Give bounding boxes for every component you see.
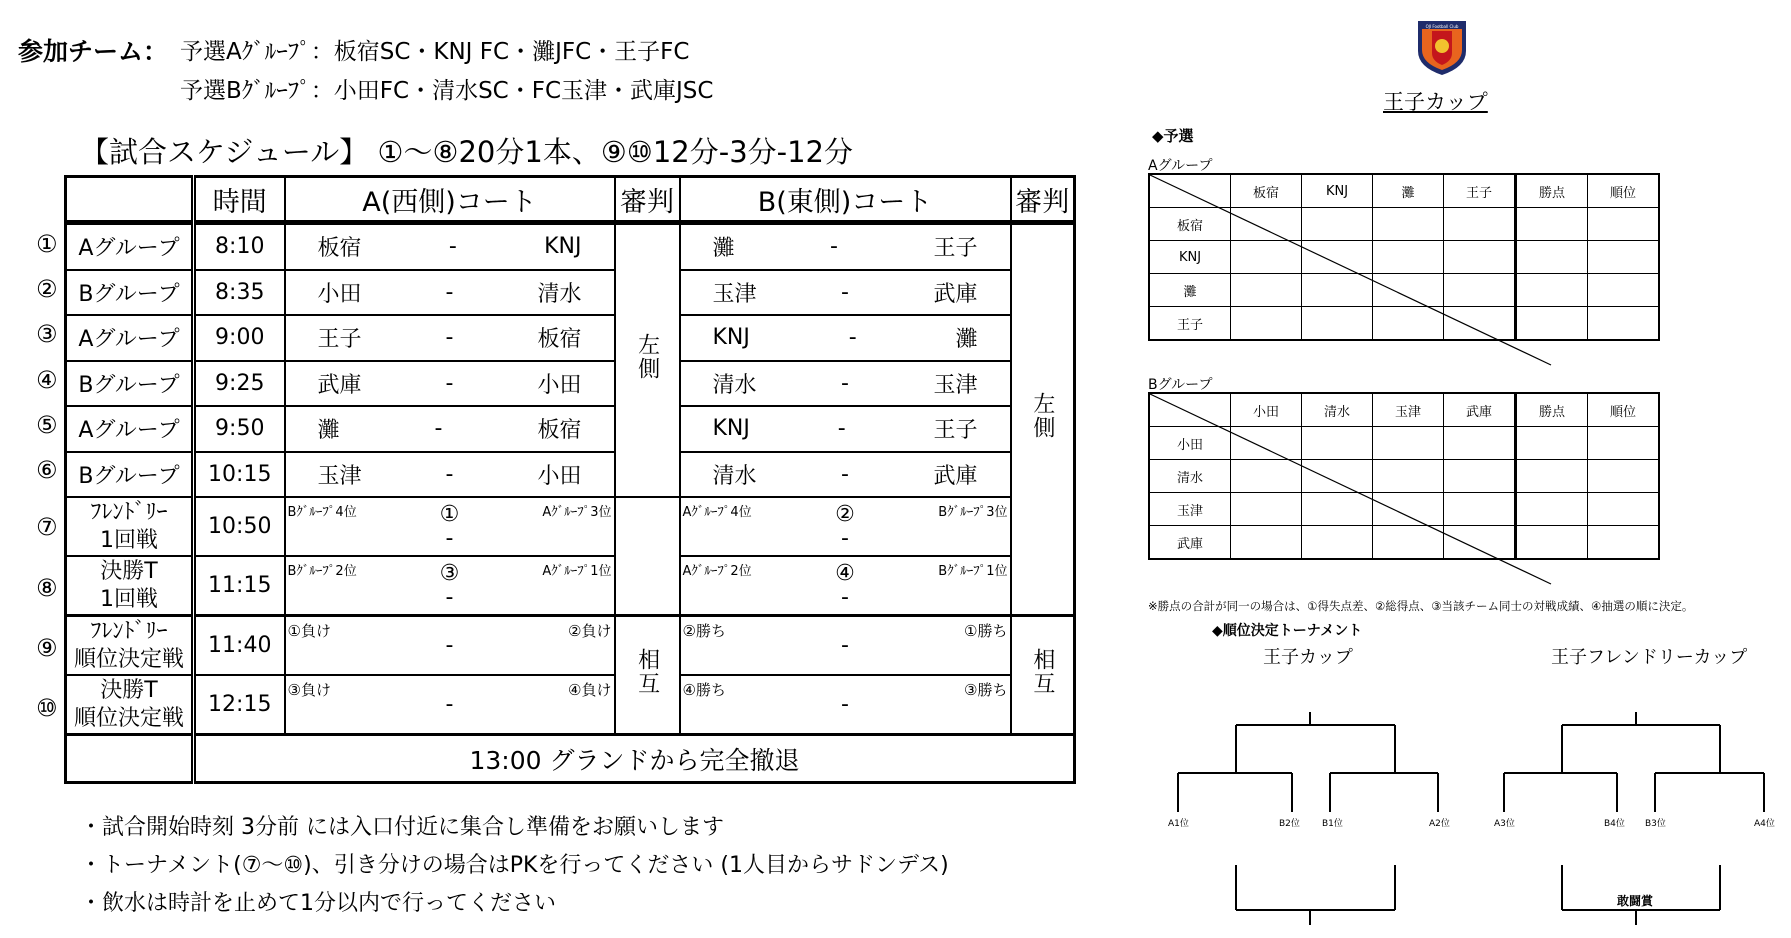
court-b-match — [680, 675, 1011, 735]
grid-row-team: 板宿 — [1149, 208, 1231, 241]
seed-label: A3位 — [1494, 819, 1515, 829]
grid-row-team: KNJ — [1149, 241, 1231, 274]
match-time: 12:15 — [194, 675, 285, 735]
result-left: ②勝ち — [682, 622, 726, 640]
match-label: Bグループ — [66, 361, 194, 407]
grid-col-team: 板宿 — [1231, 174, 1302, 208]
team-right: 小田 — [537, 372, 582, 398]
team-left: 清水 — [712, 372, 757, 398]
withdraw-row — [66, 735, 1075, 783]
seed-left: Aｸﾞﾙｰﾌﾟ2位 — [682, 564, 752, 579]
team-left: 灘 — [712, 236, 735, 262]
result-left: ①負け — [287, 622, 331, 640]
result-left: ④勝ち — [682, 681, 726, 699]
withdraw-blank — [66, 735, 194, 783]
grid-row-team: 玉津 — [1149, 493, 1231, 526]
match-label — [66, 556, 194, 616]
prelim-label: ◆予選 — [1152, 127, 1194, 145]
dash: - — [841, 525, 849, 551]
header-court-a: A(西側)コート — [285, 177, 615, 223]
match-ref-num: ① — [439, 501, 460, 527]
schedule-title: 【試合スケジュール】 ①～⑧20分1本、⑨⑩12分-3分-12分 — [80, 135, 854, 169]
label-line2: 順位決定戦 — [73, 705, 184, 731]
referee-a-blank — [615, 497, 680, 616]
dash: - — [837, 416, 846, 442]
match-ref — [440, 502, 460, 550]
seed-label: B2位 — [1279, 819, 1300, 829]
match-time: 9:00 — [194, 315, 285, 361]
dash: - — [445, 691, 454, 717]
row-num: ④ — [36, 366, 58, 394]
row-num: ② — [36, 275, 58, 303]
seed-left: Bｸﾞﾙｰﾌﾟ4位 — [287, 505, 357, 520]
team-right: 武庫 — [933, 281, 978, 307]
note-line: ・トーナメント(⑦～⑩)、引き分けの場合はPKを行ってください (1人目からサドンデス) — [80, 853, 949, 878]
match-ref — [835, 502, 855, 550]
header-referee-a: 審判 — [615, 177, 680, 223]
group-a-grid-wrap — [1148, 173, 1723, 366]
team-left: 王子 — [317, 327, 362, 353]
label-line2: 1回戦 — [100, 586, 158, 612]
seed-left: Aｸﾞﾙｰﾌﾟ4位 — [682, 505, 752, 520]
result-right: ③勝ち — [964, 681, 1008, 699]
match-ref — [835, 561, 855, 609]
logo-text: OJI Football Club — [1425, 24, 1459, 29]
group-a-teams: 予選Aｸﾞﾙｰﾌﾟ：板宿SC・KNJ FC・灘JFC・王子FC — [180, 39, 690, 65]
match-time: 10:50 — [194, 497, 285, 556]
match-ref-num: ② — [835, 501, 855, 527]
dash: - — [448, 234, 457, 260]
team-left: KNJ — [712, 416, 750, 442]
team-right: 武庫 — [933, 463, 978, 489]
group-b-diagonal — [1148, 392, 1723, 585]
team-left: 武庫 — [317, 372, 362, 398]
team-right: 王子 — [933, 418, 978, 444]
team-right: 板宿 — [537, 418, 582, 444]
team-left: KNJ — [712, 325, 750, 351]
grid-col-team: KNJ — [1302, 174, 1373, 208]
dash: - — [445, 370, 454, 396]
referee-text: 相互 — [1029, 647, 1055, 696]
seed-label: A2位 — [1429, 819, 1450, 829]
result-right: ①勝ち — [964, 622, 1008, 640]
court-a-match — [285, 406, 615, 452]
group-b-label: Bグループ — [1148, 377, 1213, 393]
dash: - — [848, 325, 857, 351]
court-a-match — [285, 223, 615, 270]
referee-text: 左側 — [634, 333, 660, 382]
seed-label: B3位 — [1645, 819, 1666, 829]
seed-right: Bｸﾞﾙｰﾌﾟ1位 — [938, 564, 1008, 579]
team-right: 灘 — [955, 327, 978, 353]
table-row — [66, 556, 1075, 616]
label-line1: 決勝T — [100, 559, 158, 584]
fighting-award-label: 敢闘賞 — [1617, 894, 1654, 908]
grid-col-team: 灘 — [1373, 174, 1444, 208]
match-label — [66, 497, 194, 556]
dash: - — [445, 525, 454, 551]
note-line: ・飲水は時計を止めて1分以内で行ってください — [80, 891, 556, 916]
group-b-grid-wrap — [1148, 392, 1723, 585]
grid-col-points: 勝点 — [1516, 174, 1588, 208]
match-ref-num: ③ — [439, 560, 460, 586]
row-num: ⑤ — [36, 411, 58, 439]
group-a-label: Aグループ — [1148, 158, 1213, 174]
team-left: 小田 — [317, 281, 362, 307]
seed-label: B4位 — [1604, 819, 1625, 829]
team-right: 小田 — [537, 463, 582, 489]
match-ref-num: ④ — [835, 560, 855, 586]
dash: - — [445, 584, 454, 610]
table-row — [66, 452, 1075, 498]
participants-label: 参加チーム： — [18, 37, 169, 66]
court-a-match — [285, 675, 615, 735]
dash: - — [841, 584, 849, 610]
table-row — [66, 315, 1075, 361]
team-right: 王子 — [933, 236, 978, 262]
dash: - — [841, 461, 849, 487]
grid-row-team: 小田 — [1149, 427, 1231, 460]
match-label: Aグループ — [66, 315, 194, 361]
court-b-match — [680, 556, 1011, 616]
dash: - — [445, 632, 454, 658]
grid-col-rank: 順位 — [1588, 393, 1660, 427]
court-a-match — [285, 616, 615, 676]
grid-row-team: 王子 — [1149, 307, 1231, 341]
team-left: 清水 — [712, 463, 757, 489]
team-right: 清水 — [537, 281, 582, 307]
team-left: 玉津 — [712, 281, 757, 307]
team-right: KNJ — [544, 234, 582, 260]
table-row — [66, 675, 1075, 735]
dash: - — [841, 632, 849, 658]
dash: - — [841, 279, 849, 305]
schedule-table — [64, 175, 1076, 784]
seed-label: B1位 — [1322, 819, 1343, 829]
grid-col-team: 武庫 — [1444, 393, 1516, 427]
label-line1: ﾌﾚﾝﾄﾞﾘｰ — [90, 619, 168, 644]
court-a-match — [285, 497, 615, 556]
court-a-match — [285, 361, 615, 407]
seed-right: Bｸﾞﾙｰﾌﾟ3位 — [938, 505, 1008, 520]
court-b-match — [680, 361, 1011, 407]
result-left: ③負け — [287, 681, 331, 699]
match-time: 11:40 — [194, 616, 285, 676]
court-a-match — [285, 556, 615, 616]
grid-col-team: 王子 — [1444, 174, 1516, 208]
match-label — [66, 675, 194, 735]
match-time: 11:15 — [194, 556, 285, 616]
row-num: ⑧ — [36, 574, 58, 602]
dash: - — [841, 370, 849, 396]
table-row — [66, 616, 1075, 676]
court-b-match — [680, 497, 1011, 556]
court-b-match — [680, 452, 1011, 498]
match-time: 10:15 — [194, 452, 285, 498]
dash: - — [445, 325, 454, 351]
grid-row-team: 灘 — [1149, 274, 1231, 307]
referee-b-left — [1011, 223, 1075, 616]
team-right: 板宿 — [537, 327, 582, 353]
team-left: 玉津 — [317, 463, 362, 489]
tournament-brackets — [1150, 700, 1790, 930]
grid-row-team: 清水 — [1149, 460, 1231, 493]
match-label — [66, 616, 194, 676]
court-a-match — [285, 315, 615, 361]
court-a-match — [285, 452, 615, 498]
table-row — [66, 497, 1075, 556]
dash: - — [445, 279, 454, 305]
match-time: 8:35 — [194, 270, 285, 316]
court-b-match — [680, 223, 1011, 270]
tie-break-note: ※勝点の合計が同一の場合は、①得失点差、②総得点、③当該チーム同士の対戦成績、④抽選の順に決定。 — [1148, 599, 1694, 613]
grid-col-team: 清水 — [1302, 393, 1373, 427]
seed-right: Aｸﾞﾙｰﾌﾟ1位 — [542, 564, 612, 579]
table-row — [66, 270, 1075, 316]
match-label: Aグループ — [66, 223, 194, 270]
row-num: ⑦ — [36, 513, 58, 541]
table-header-row — [66, 177, 1075, 223]
court-b-match — [680, 406, 1011, 452]
team-left: 板宿 — [317, 236, 362, 262]
bracket-right-title: 王子フレンドリーカップ — [1551, 647, 1748, 668]
court-a-match — [285, 270, 615, 316]
table-row — [66, 406, 1075, 452]
header-court-b: B(東側)コート — [680, 177, 1011, 223]
team-left: 灘 — [317, 418, 340, 444]
match-time: 9:50 — [194, 406, 285, 452]
club-logo — [1414, 17, 1470, 81]
match-time: 8:10 — [194, 223, 285, 270]
grid-col-team: 玉津 — [1373, 393, 1444, 427]
row-num: ⑩ — [36, 694, 58, 722]
label-line1: ﾌﾚﾝﾄﾞﾘｰ — [90, 500, 168, 525]
referee-a-left — [615, 223, 680, 498]
seed-left: Bｸﾞﾙｰﾌﾟ2位 — [287, 564, 357, 579]
row-num: ③ — [36, 320, 58, 348]
result-right: ②負け — [568, 622, 612, 640]
label-line1: 決勝T — [100, 678, 158, 703]
table-row — [66, 361, 1075, 407]
referee-b-mutual — [1011, 616, 1075, 735]
dash: - — [445, 461, 454, 487]
match-time: 9:25 — [194, 361, 285, 407]
dash: - — [830, 234, 838, 260]
result-right: ④負け — [568, 681, 612, 699]
seed-right: Aｸﾞﾙｰﾌﾟ3位 — [542, 505, 612, 520]
court-b-match — [680, 315, 1011, 361]
row-num: ⑥ — [36, 456, 58, 484]
grid-col-team: 小田 — [1231, 393, 1302, 427]
referee-text: 相互 — [634, 647, 660, 696]
match-label: Bグループ — [66, 452, 194, 498]
withdraw-text: 13:00 グランドから完全撤退 — [194, 735, 1075, 783]
table-row — [66, 223, 1075, 270]
seed-label: A1位 — [1168, 819, 1189, 829]
dash: - — [434, 416, 443, 442]
grid-row-team: 武庫 — [1149, 526, 1231, 560]
row-num: ⑨ — [36, 634, 58, 662]
grid-col-rank: 順位 — [1588, 174, 1660, 208]
match-ref — [440, 561, 460, 609]
bracket-label: ◆順位決定トーナメント — [1212, 623, 1363, 639]
grid-col-points: 勝点 — [1516, 393, 1588, 427]
match-label: Bグループ — [66, 270, 194, 316]
note-line: ・試合開始時刻 3分前 には入口付近に集合し準備をお願いします — [80, 815, 724, 840]
team-right: 玉津 — [933, 372, 978, 398]
header-time: 時間 — [194, 177, 285, 223]
label-line2: 順位決定戦 — [73, 646, 184, 672]
header-blank — [66, 177, 194, 223]
label-line2: 1回戦 — [100, 527, 158, 553]
seed-label: A4位 — [1754, 819, 1775, 829]
court-b-match — [680, 616, 1011, 676]
row-num: ① — [36, 230, 58, 258]
bracket-left-title: 王子カップ — [1263, 647, 1353, 668]
header-referee-b: 審判 — [1011, 177, 1075, 223]
referee-text: 左側 — [1029, 392, 1055, 441]
cup-title: 王子カップ — [1383, 90, 1488, 114]
match-label: Aグループ — [66, 406, 194, 452]
group-a-diagonal — [1148, 173, 1723, 366]
referee-a-mutual — [615, 616, 680, 735]
dash: - — [841, 691, 849, 717]
group-b-teams: 予選Bｸﾞﾙｰﾌﾟ：小田FC・清水SC・FC玉津・武庫JSC — [180, 78, 714, 104]
court-b-match — [680, 270, 1011, 316]
